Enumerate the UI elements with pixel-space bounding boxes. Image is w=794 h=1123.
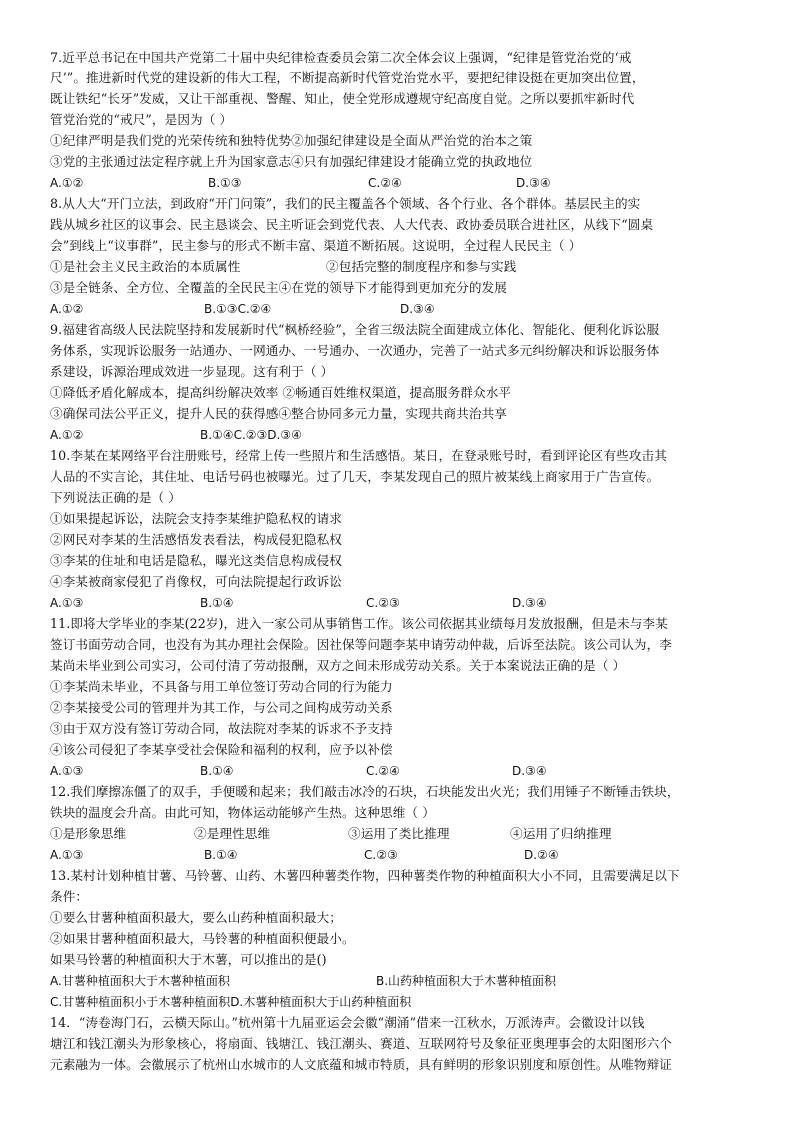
q12-stem-line: 铁块的温度会升高。由此可知，物体运动能够产生热。这种思维（ ） — [50, 805, 435, 820]
q7-stem-line: 7.近平总书记在中国共产党第二十届中央纪律检查委员会第二次全体会议上强调，“纪律是管党治党的‘戒 — [50, 50, 632, 65]
q11-stem-line: 某尚未毕业到公司实习，公司付清了劳动报酬，双方之间未形成劳动关系。关于本案说法正确的是（ ） — [50, 658, 626, 673]
q14-stem-line: 元素融为一体。会徽展示了杭州山水城市的人文底蕴和城市特质，具有鲜明的形象识别度和原创性。从唯物辩证 — [50, 1057, 672, 1072]
q13-condition: ②如果甘薯种植面积最大，马铃薯的种植面积便最小。 — [50, 931, 355, 946]
q10-stem-line: 人品的不实言论，其住址、电话号码也被曝光。过了几天，李某发现自己的照片被某线上商家用于广告宣传。 — [50, 469, 660, 484]
q11-option-d[interactable]: D.③④ — [512, 764, 547, 778]
q9-statement: ③确保司法公平正义，提升人民的获得感④整合协同多元力量，实现共商共治共享 — [50, 406, 507, 421]
q12-option-a[interactable]: A.①③ — [50, 848, 84, 862]
q10-option-a[interactable]: A.①③ — [50, 596, 84, 610]
q12-stem-line: 12.我们摩擦冻僵了的双手，手便暖和起来；我们敲击冰冷的石块，石块能发出火光；我们用锤子不断锤击铁块， — [50, 784, 680, 799]
q7-statement: ③党的主张通过法定程序就上升为国家意志④只有加强纪律建设才能确立党的执政地位 — [50, 154, 533, 169]
q11-stem-line: 11.即将大学毕业的李某(22岁)，进入一家公司从事销售工作。该公司依据其业绩每月发放报酬，但是未与李某 — [50, 616, 668, 631]
q11-option-a[interactable]: A.①③ — [50, 764, 84, 778]
q12-option-c[interactable]: C.②③ — [364, 848, 398, 862]
q11-option-c[interactable]: C.②④ — [366, 764, 400, 778]
q8-stem-line: 践从城乡社区的议事会、民主恳谈会、民主听证会到党代表、人大代表、政协委员联合进社区，从线下“圆桌 — [50, 217, 654, 232]
q9-stem-line: 务体系，实现诉讼服务一站通办、一网通办、一号通办、一次通办，完善了一站式多元纠纷解决和诉讼服务体 — [50, 343, 660, 358]
q10-statement: ②网民对李某的生活感悟发表看法，构成侵犯隐私权 — [50, 532, 342, 547]
q12-statement: ③运用了类比推理 — [348, 826, 450, 841]
q13-condition: ①要么甘薯种植面积最大，要么山药种植面积最大； — [50, 910, 342, 925]
q7-option-a[interactable]: A.①② — [50, 176, 84, 190]
q11-option-b[interactable]: B.①④ — [200, 764, 234, 778]
q7-statement: ①纪律严明是我们党的光荣传统和独特优势②加强纪律建设是全面从严治党的治本之策 — [50, 133, 533, 148]
q7-option-b[interactable]: B.①③ — [208, 176, 242, 190]
q8-option-a[interactable]: A.①② — [50, 302, 84, 316]
q14-stem-line: 塘江和钱江潮头为形象核心，将扇面、钱塘江、钱江潮头、赛道、互联网符号及象征亚奥理事会的太阳图形六个 — [50, 1036, 672, 1051]
q10-stem-line: 10.李某在某网络平台注册账号，经常上传一些照片和生活感悟。某日，在登录账号时，看到评论区有些攻击其 — [50, 448, 667, 463]
q7-stem-line: 既让铁纪“长牙”发威，又让干部重视、警醒、知止，使全党形成遵规守纪高度自觉。之所以要抓牢新时代 — [50, 91, 635, 106]
q8-stem-line: 会”到线上“议事群”，民主参与的形式不断丰富、渠道不断拓展。这说明，全过程人民民主（ ） — [50, 238, 582, 253]
q13-stem-line: 条件： — [50, 889, 89, 904]
q7-option-d[interactable]: D.③④ — [516, 176, 551, 190]
q11-statement: ②李某接受公司的管理并为其工作，与公司之间构成劳动关系 — [50, 700, 393, 715]
q12-statement: ②是理性思维 — [194, 826, 271, 841]
q10-statement: ④李某被商家侵犯了肖像权，可向法院提起行政诉讼 — [50, 574, 342, 589]
q11-statement: ④该公司侵犯了李某享受社会保险和福利的权利，应予以补偿 — [50, 742, 393, 757]
q10-statement: ①如果提起诉讼，法院会支持李某维护隐私权的请求 — [50, 511, 342, 526]
q13-stem-line: 13.某村计划种植甘薯、马铃薯、山药、木薯四种薯类作物，四种薯类作物的种植面积大小不同，且需要满足以下 — [50, 868, 680, 883]
q7-stem-line: 管党治党的“戒尺”，是因为（ ） — [50, 112, 233, 127]
q12-statement: ④运用了归纳推理 — [510, 826, 612, 841]
q11-stem-line: 签订书面劳动合同，也没有为其办理社会保险。因社保等问题李某申请劳动仲裁，后诉至法院。该公司认为，李 — [50, 637, 672, 652]
q9-option-a[interactable]: A.①② — [50, 428, 84, 442]
q12-statement: ①是形象思维 — [50, 826, 127, 841]
q8-stem-line: 8.从人大“开门立法，到政府“开门问策”，我们的民主覆盖各个领域、各个行业、各个群体。基层民主的实 — [50, 196, 641, 211]
q8-option-bc[interactable]: B.①③C.②④ — [204, 302, 272, 316]
q9-statement: ①降低矛盾化解成本，提高纠纷解决效率 ②畅通百姓维权渠道，提高服务群众水平 — [50, 385, 512, 400]
q9-stem-line: 系建设，诉源治理成效进一步显现。这有利于（ ） — [50, 364, 334, 379]
q11-statement: ①李某尚未毕业，不具备与用工单位签订劳动合同的行为能力 — [50, 679, 393, 694]
q13-option-a[interactable]: A.甘薯种植面积大于木薯种植面积 — [50, 974, 230, 988]
q8-statement: ①是社会主义民主政治的本质属性 — [50, 259, 241, 274]
q10-option-b[interactable]: B.①④ — [200, 596, 234, 610]
q12-option-d[interactable]: D.②④ — [524, 848, 559, 862]
q13-stem-line: 如果马铃薯的种植面积大于木薯，可以推出的是() — [50, 952, 327, 967]
q7-option-c[interactable]: C.②④ — [368, 176, 402, 190]
q10-option-c[interactable]: C.②③ — [366, 596, 400, 610]
q14-stem-line: 14．“涛卷海门石，云横天际山。”杭州第十九届亚运会会徽“潮涌”借来一江秋水，万派涛声。会徽设计以钱 — [50, 1015, 645, 1030]
q9-option-bcd[interactable]: B.①④C.②③D.③④ — [200, 428, 302, 442]
q11-statement: ③由于双方没有签订劳动合同，故法院对李某的诉求不予支持 — [50, 721, 393, 736]
q7-stem-line: 尺’”。推进新时代党的建设新的伟大工程，不断提高新时代管党治党水平，要把纪律设挺在更加突出位置， — [50, 70, 645, 85]
q9-stem-line: 9.福建省高级人民法院坚持和发展新时代“枫桥经验”，全省三级法院全面建成立体化、智能化、便利化诉讼服 — [50, 322, 660, 337]
q10-option-d[interactable]: D.③④ — [512, 596, 547, 610]
q13-option-b[interactable]: B.山药种植面积大于木薯种植面积 — [376, 974, 557, 988]
q13-option-cd[interactable]: C.甘薯种植面积小于木薯种植面积D.木薯种植面积大于山药种植面积 — [50, 995, 412, 1009]
q10-statement: ③李某的住址和电话是隐私，曝光这类信息构成侵权 — [50, 553, 342, 568]
q8-option-d[interactable]: D.③④ — [400, 302, 435, 316]
q8-statement: ③是全链条、全方位、全覆盖的全民民主④在党的领导下才能得到更加充分的发展 — [50, 280, 507, 295]
q12-option-b[interactable]: B.①④ — [204, 848, 238, 862]
q8-statement: ②包括完整的制度程序和参与实践 — [326, 259, 517, 274]
q10-stem-line: 下列说法正确的是（ ） — [50, 490, 182, 505]
